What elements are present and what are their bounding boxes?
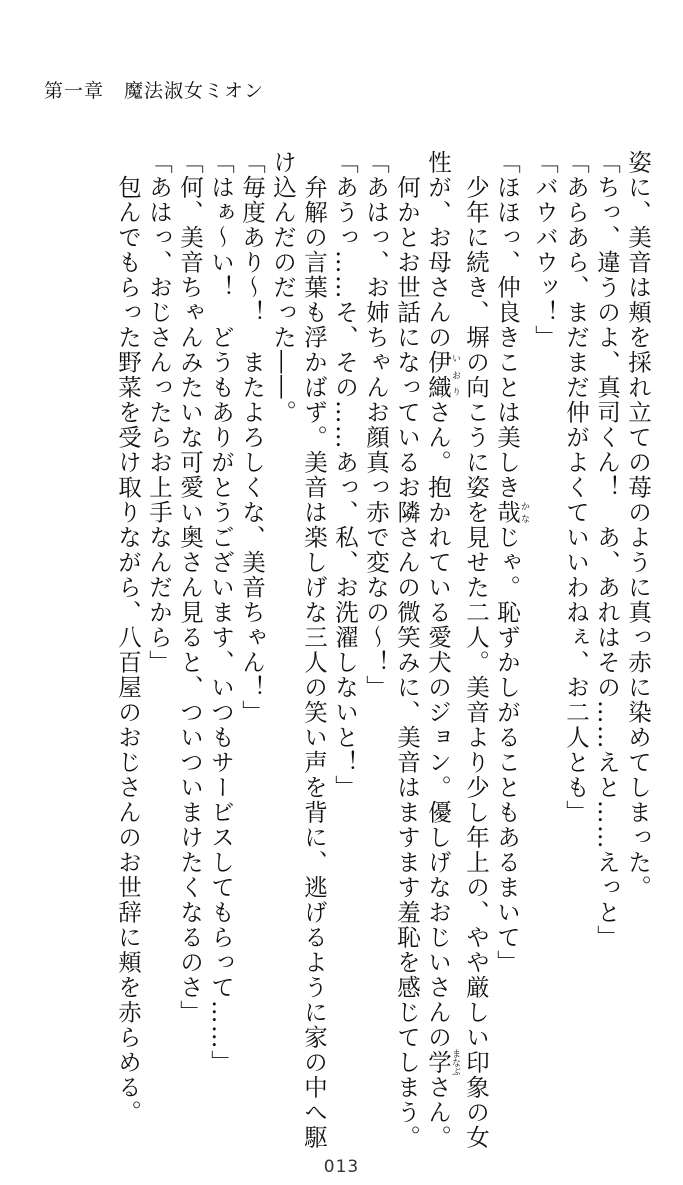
novel-body-text — [23, 150, 653, 1150]
text-line: 「あはっ、おじさんったらお上手なんだから」 — [145, 150, 173, 675]
text-line: 「ほほっ、仲良きことは美しき哉かなじゃ。恥ずかしがることもあるまいて」 — [493, 150, 529, 975]
text-line: 「あらあら、まだまだ仲がよくていいわねぇ、お二人とも」 — [562, 150, 590, 825]
text-line: 「何、美音ちゃんみたいな可愛い奥さん見ると、ついついまけたくなるのさ」 — [176, 150, 204, 1025]
text-line: 包んでもらった野菜を受け取りながら、八百屋のおじさんのお世辞に頬を赤らめる。 — [114, 150, 142, 1125]
text-line: 「ちっ、違うのよ、真司くん！ あ、あれはその……えと……えっと」 — [593, 150, 621, 950]
text-line: 「あうっ……そ、その……あっ、私、お洗濯しないと！」 — [331, 150, 359, 800]
ruby-manabu: まなぶ — [450, 1049, 460, 1076]
ruby-kana: かな — [519, 500, 529, 525]
text-line: 性が、お母さんの伊織いおりさん。抱かれている愛犬のジョン。優しげなおじいさんの学まなぶさん。 — [424, 150, 460, 1150]
text-line: け込んだのだった――。 — [269, 150, 297, 425]
chapter-header: 第一章 魔法淑女ミオン — [44, 80, 265, 102]
text-line: 何かとお世話になっているお隣さんの微笑みに、美音はますます羞恥を感じてしまう。 — [393, 150, 421, 1150]
text-line: 「あはっ、お姉ちゃんお顔真っ赤で変なの～！」 — [362, 150, 390, 700]
page-number: 013 — [323, 1157, 360, 1177]
text-line: 弁解の言葉も浮かばず。美音は楽しげな三人の笑い声を背に、逃げるように家の中へ駆 — [300, 150, 328, 1150]
text-line: 「毎度あり～！ またよろしくな、美音ちゃん！」 — [238, 150, 266, 725]
text-line: 「バウバウッ！」 — [531, 150, 559, 350]
text-line: 「はぁ～い！ どうもありがとうございます、いつもサービスしてもらって……」 — [207, 150, 235, 1075]
text-line: 姿に、美音は頬を採れ立ての苺のように真っ赤に染めてしまった。 — [624, 150, 652, 900]
text-line: 少年に続き、塀の向こうに姿を見せた二人。美音より少し年上の、やや厳しい印象の女 — [462, 150, 490, 1150]
ruby-iori: いおり — [450, 350, 460, 400]
